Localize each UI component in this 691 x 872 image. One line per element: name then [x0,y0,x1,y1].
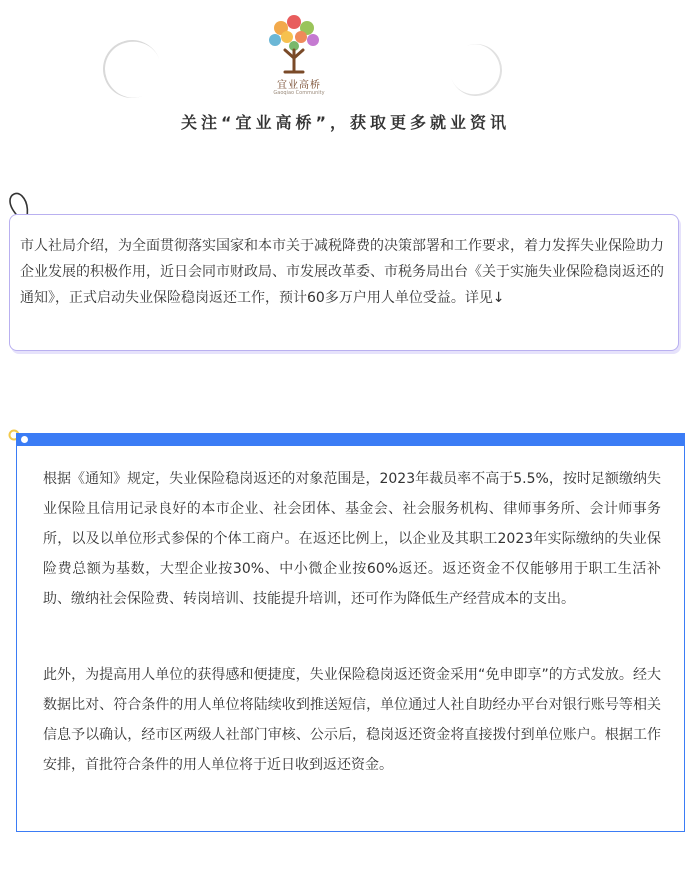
article-header-bar [16,433,685,446]
logo-text: 宜业高桥 [277,80,321,91]
article-paragraph: 此外，为提高用人单位的获得感和便捷度，失业保险稳岗返还资金采用“免申即享”的方式发放。经大数据比对、符合条件的用人单位将陆续收到推送短信，单位通过人社自助经办平台对银行账号等相关信息予以确认，经市区两级人社部门审核、公示后，稳岗返还资金将直接拨付到单位账户。根据工作安排，首批符合条件的用人单位将于近日收到返还资金。 [43,667,661,773]
decorative-arc [443,37,510,104]
logo-subtext: Gaoqiao Community [273,90,325,96]
tagline: 关注“宜业高桥”，获取更多就业资讯 [180,113,511,132]
article-box [16,446,685,832]
intro-text: 市人社局介绍，为全面贯彻落实国家和本市关于减税降费的决策部署和工作要求，着力发挥失业保险助力企业发展的积极作用，近日会同市财政局、市发展改革委、市税务局出台《关于实施失业保险稳岗返还的通知》，正式启动失业保险稳岗返还工作，预计60多万户用人单位受益。详见↓ [20,238,664,306]
header [0,0,691,150]
dot-icon [21,436,28,443]
intro-box [9,214,679,351]
decorative-arc [95,32,169,106]
article-paragraph: 根据《通知》规定，失业保险稳岗返还的对象范围是，2023年裁员率不高于5.5%，按时足额缴纳失业保险且信用记录良好的本市企业、社会团体、基金会、社会服务机构、律师事务所、会计师事务所，以及以单位形式参保的个体工商户。在返还比例上，以企业及其职工2023年实际缴纳的失业保险费总额为基数，大型企业按30%、中小微企业按60%返还。返还资金不仅能够用于职工生活补助、缴纳社会保险费、转岗培训、技能提升培训，还可作为降低生产经营成本的支出。 [43,471,661,607]
